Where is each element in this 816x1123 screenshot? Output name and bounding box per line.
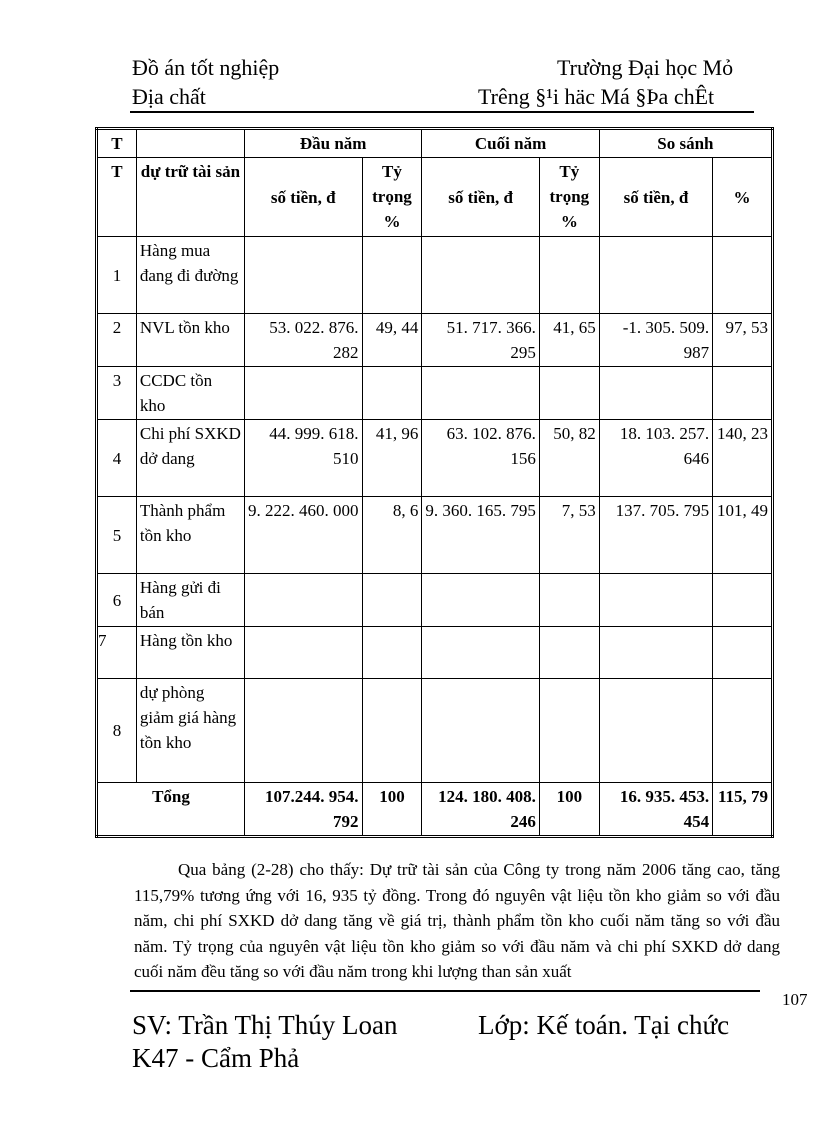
header-divider	[130, 111, 754, 113]
ratio-line-1: Tỷ	[559, 162, 580, 181]
row-ss-pct	[713, 237, 773, 314]
footer-campus: K47 - Cẩm Phả	[132, 1043, 300, 1073]
header-ss-money: số tiền, đ	[599, 158, 712, 237]
row-dau-ratio	[362, 627, 422, 679]
table-row	[97, 420, 773, 497]
total-ss-pct: 115, 79	[713, 783, 773, 837]
header-doc-subtitle: Địa chất	[132, 84, 206, 109]
header-cuoi-ratio	[539, 158, 599, 237]
ratio-line-2: trọng	[549, 187, 590, 206]
row-tt: 3	[97, 367, 137, 420]
total-cuoi-ratio: 100	[539, 783, 599, 837]
row-ss-pct	[713, 627, 773, 679]
row-cuoi-money	[422, 367, 540, 420]
row-cuoi-ratio: 41, 65	[539, 314, 599, 367]
footer-class: Lớp: Kế toán. Tại chức	[478, 1010, 730, 1040]
row-cuoi-ratio: 7, 53	[539, 497, 599, 574]
inventory-table	[95, 127, 774, 838]
ratio-line-1: Tỷ	[382, 162, 402, 181]
row-cuoi-money: 63. 102. 876. 156	[422, 420, 540, 497]
row-cuoi-money: 51. 717. 366. 295	[422, 314, 540, 367]
header-tt-top: T	[97, 129, 137, 158]
table-row	[97, 314, 773, 367]
row-dau-ratio	[362, 237, 422, 314]
row-cuoi-ratio	[539, 237, 599, 314]
row-dau-ratio: 8, 6	[362, 497, 422, 574]
row-ss-pct	[713, 367, 773, 420]
row-ss-money	[599, 627, 712, 679]
row-ss-money	[599, 237, 712, 314]
row-dau-money	[244, 367, 362, 420]
row-tt: 4	[97, 420, 137, 497]
row-ss-money: 18. 103. 257. 646	[599, 420, 712, 497]
row-ss-money	[599, 367, 712, 420]
row-item: Hàng mua đang đi đường	[136, 237, 244, 314]
row-dau-money: 9. 222. 460. 000	[244, 497, 362, 574]
row-dau-money	[244, 679, 362, 783]
header-university-legacy: Trêng §¹i häc Má §Þa chÊt	[478, 84, 715, 109]
row-tt: 6	[97, 574, 137, 627]
table-row	[97, 627, 773, 679]
row-cuoi-ratio	[539, 574, 599, 627]
footer-divider	[130, 990, 760, 992]
row-tt: 8	[97, 679, 137, 783]
header-university: Trường Đại học Mỏ	[557, 55, 734, 80]
header-item: dự trữ tài sản	[136, 158, 244, 237]
row-dau-money	[244, 627, 362, 679]
row-tt: 2	[97, 314, 137, 367]
row-item: Thành phẩm tồn kho	[136, 497, 244, 574]
row-cuoi-ratio	[539, 367, 599, 420]
row-ss-pct: 140, 23	[713, 420, 773, 497]
header-ss-pct: %	[713, 158, 773, 237]
row-ss-pct: 97, 53	[713, 314, 773, 367]
table-row	[97, 574, 773, 627]
row-dau-money: 53. 022. 876. 282	[244, 314, 362, 367]
row-ss-pct: 101, 49	[713, 497, 773, 574]
table-total-row	[97, 783, 773, 837]
row-cuoi-ratio	[539, 627, 599, 679]
row-cuoi-ratio	[539, 679, 599, 783]
row-item: NVL tồn kho	[136, 314, 244, 367]
row-ss-money	[599, 574, 712, 627]
row-item: Hàng tồn kho	[136, 627, 244, 679]
row-item: dự phòng giảm giá hàng tồn kho	[136, 679, 244, 783]
header-item-top	[136, 129, 244, 158]
row-cuoi-money	[422, 627, 540, 679]
page-number: 107	[782, 990, 808, 1009]
header-group-cuoi-nam: Cuối năm	[422, 129, 599, 158]
header-cuoi-money: số tiền, đ	[422, 158, 540, 237]
table-row	[97, 497, 773, 574]
row-cuoi-money: 9. 360. 165. 795	[422, 497, 540, 574]
row-ss-pct	[713, 574, 773, 627]
row-cuoi-money	[422, 237, 540, 314]
row-item: Chi phí SXKD dở dang	[136, 420, 244, 497]
header-doc-title: Đồ án tốt nghiệp	[132, 55, 280, 80]
paragraph-text: Qua bảng (2-28) cho thấy: Dự trữ tài sản của Công ty trong năm 2006 tăng cao, tăng 115,79% tương ứng với 16, 935 tỷ đồng. Trong đó nguyên vật liệu tồn kho giảm so với đầu năm, chi phí SXKD dở dang tăng về giá trị, thành phẩm tồn kho cuối năm tăng so với đầu năm. Tỷ trọng của nguyên vật liệu tồn kho giảm so với đầu năm và chi phí SXKD dở dang cuối năm đều tăng so với đầu năm trong khi lượng than sản xuất	[134, 860, 780, 982]
row-ss-pct	[713, 679, 773, 783]
header-dau-money: số tiền, đ	[244, 158, 362, 237]
row-dau-ratio: 49, 44	[362, 314, 422, 367]
row-dau-ratio	[362, 367, 422, 420]
footer-student: SV: Trần Thị Thúy Loan	[132, 1010, 398, 1040]
table-header-row	[97, 129, 773, 158]
row-ss-money	[599, 679, 712, 783]
row-dau-money: 44. 999. 618. 510	[244, 420, 362, 497]
body-paragraph	[134, 857, 780, 985]
row-tt: 7	[97, 627, 137, 679]
row-dau-money	[244, 574, 362, 627]
row-dau-ratio	[362, 679, 422, 783]
total-label: Tổng	[97, 783, 245, 837]
header-group-dau-nam: Đầu năm	[244, 129, 421, 158]
header-tt-bottom: T	[97, 158, 137, 237]
row-ss-money: 137. 705. 795	[599, 497, 712, 574]
header-group-so-sanh: So sánh	[599, 129, 772, 158]
table-row	[97, 367, 773, 420]
table-row	[97, 237, 773, 314]
row-dau-ratio: 41, 96	[362, 420, 422, 497]
row-item: Hàng gửi đi bán	[136, 574, 244, 627]
row-tt: 1	[97, 237, 137, 314]
row-ss-money: -1. 305. 509. 987	[599, 314, 712, 367]
total-ss-money: 16. 935. 453. 454	[599, 783, 712, 837]
table-subheader-row	[97, 158, 773, 237]
ratio-line-3: %	[560, 212, 578, 231]
row-dau-ratio	[362, 574, 422, 627]
ratio-line-3: %	[383, 212, 401, 231]
row-cuoi-ratio: 50, 82	[539, 420, 599, 497]
header-dau-ratio	[362, 158, 422, 237]
total-dau-ratio: 100	[362, 783, 422, 837]
table-row	[97, 679, 773, 783]
row-cuoi-money	[422, 679, 540, 783]
ratio-line-2: trọng	[372, 187, 412, 206]
row-cuoi-money	[422, 574, 540, 627]
row-item: CCDC tồn kho	[136, 367, 244, 420]
row-tt: 5	[97, 497, 137, 574]
total-cuoi-money: 124. 180. 408. 246	[422, 783, 540, 837]
total-dau-money: 107.244. 954. 792	[244, 783, 362, 837]
row-dau-money	[244, 237, 362, 314]
